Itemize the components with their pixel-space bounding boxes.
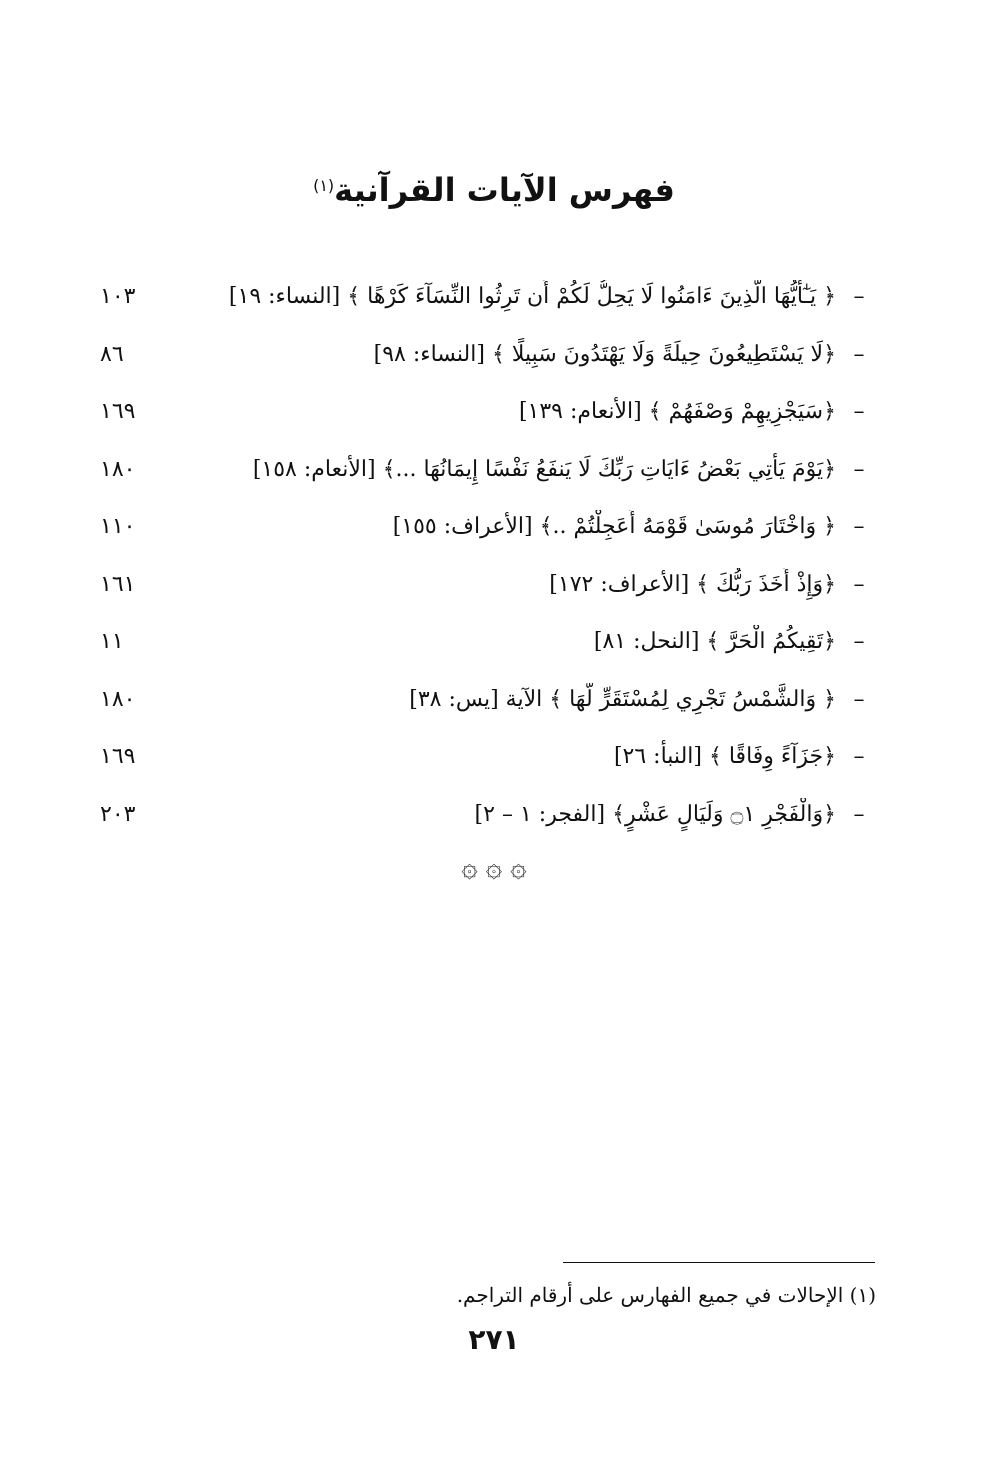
page-reference: ١١ — [100, 629, 124, 654]
verse-reference: ﴿وَإِذْ أَخَذَ رَبُّكَ ﴾ [الأعراف: ١٧٢] — [549, 571, 836, 597]
verse-reference: ﴿يَوْمَ يَأْتِي بَعْضُ ءَايَاتِ رَبِّكَ لَا يَنفَعُ نَفْسًا إِيمَانُهَا ...﴾ [الأنعام: ١٥٨] — [252, 456, 836, 482]
index-row — [100, 732, 868, 790]
page-reference: ١٠٣ — [100, 284, 136, 309]
row-dash: – — [853, 571, 865, 597]
row-dash: – — [853, 801, 865, 827]
row-dash: – — [853, 514, 865, 539]
row-dash: – — [853, 399, 865, 424]
page-reference: ١٦٩ — [100, 399, 136, 424]
verse-reference: ﴿ يَـٰٓأَيُّهَا الَّذِينَ ءَامَنُوا لَا يَحِلُّ لَكُمْ أَن تَرِثُوا النِّسَآءَ كَرْهًا ﴾ [النساء: ١٩] — [228, 284, 836, 309]
row-dash: – — [853, 456, 865, 482]
ornament-icon: ۞ — [510, 850, 527, 883]
index-row — [100, 387, 868, 445]
page-reference: ١٦٩ — [100, 744, 136, 769]
verse-reference: ﴿تَقِيكُمُ الْحَرَّ ﴾ [النحل: ٨١] — [593, 629, 836, 654]
ornament-icon: ۞ — [485, 850, 503, 883]
footnote: (١) الإحالات في جميع الفهارس على أرقام التراجم. — [456, 1283, 876, 1307]
ornament-icon: ۞ — [461, 850, 478, 883]
index-row — [100, 675, 868, 733]
index-row — [100, 560, 868, 618]
verse-reference: ﴿ وَالشَّمْسُ تَجْرِي لِمُسْتَقَرٍّ لَّهَا ﴾ الآية [يس: ٣٨] — [409, 686, 836, 712]
footnote-divider — [563, 1262, 875, 1263]
page-title — [0, 165, 988, 215]
verse-index-list — [100, 272, 868, 847]
page-number: ٢٧١ — [468, 1323, 520, 1356]
row-dash: – — [853, 744, 865, 769]
page-reference: ١٨٠ — [100, 456, 136, 482]
index-row — [100, 330, 868, 388]
page-reference: ١٨٠ — [100, 686, 136, 712]
page-title-text: فهرس الآيات القرآنية — [334, 171, 675, 209]
row-dash: – — [853, 686, 865, 712]
verse-reference: ﴿جَزَآءً وِفَاقًا ﴾ [النبأ: ٢٦] — [613, 744, 836, 769]
row-dash: – — [853, 284, 865, 309]
verse-reference: ﴿لَا يَسْتَطِيعُونَ حِيلَةً وَلَا يَهْتَدُونَ سَبِيلًا ﴾ [النساء: ٩٨] — [373, 341, 836, 367]
page-reference: ٢٠٣ — [100, 801, 136, 827]
index-row — [100, 617, 868, 675]
page-reference: ٨٦ — [100, 341, 124, 367]
index-row — [100, 272, 868, 330]
index-row — [100, 790, 868, 848]
row-dash: – — [853, 629, 865, 654]
title-footnote-marker: (١) — [313, 176, 335, 195]
verse-reference: ﴿ وَاخْتَارَ مُوسَىٰ قَوْمَهُ أَعَجِلْتُمْ ..﴾ [الأعراف: ١٥٥] — [392, 514, 836, 539]
row-dash: – — [853, 341, 865, 367]
section-end-ornaments — [0, 852, 988, 882]
page-reference: ١١٠ — [100, 514, 136, 539]
verse-reference: ﴿سَيَجْزِيهِمْ وَصْفَهُمْ ﴾ [الأنعام: ١٣٩] — [518, 399, 836, 424]
index-row — [100, 502, 868, 560]
page-reference: ١٦١ — [100, 571, 136, 597]
index-row — [100, 445, 868, 503]
verse-reference: ﴿وَالْفَجْرِ ۝١ وَلَيَالٍ عَشْرٍ﴾ [الفجر: ١ – ٢] — [474, 801, 836, 827]
